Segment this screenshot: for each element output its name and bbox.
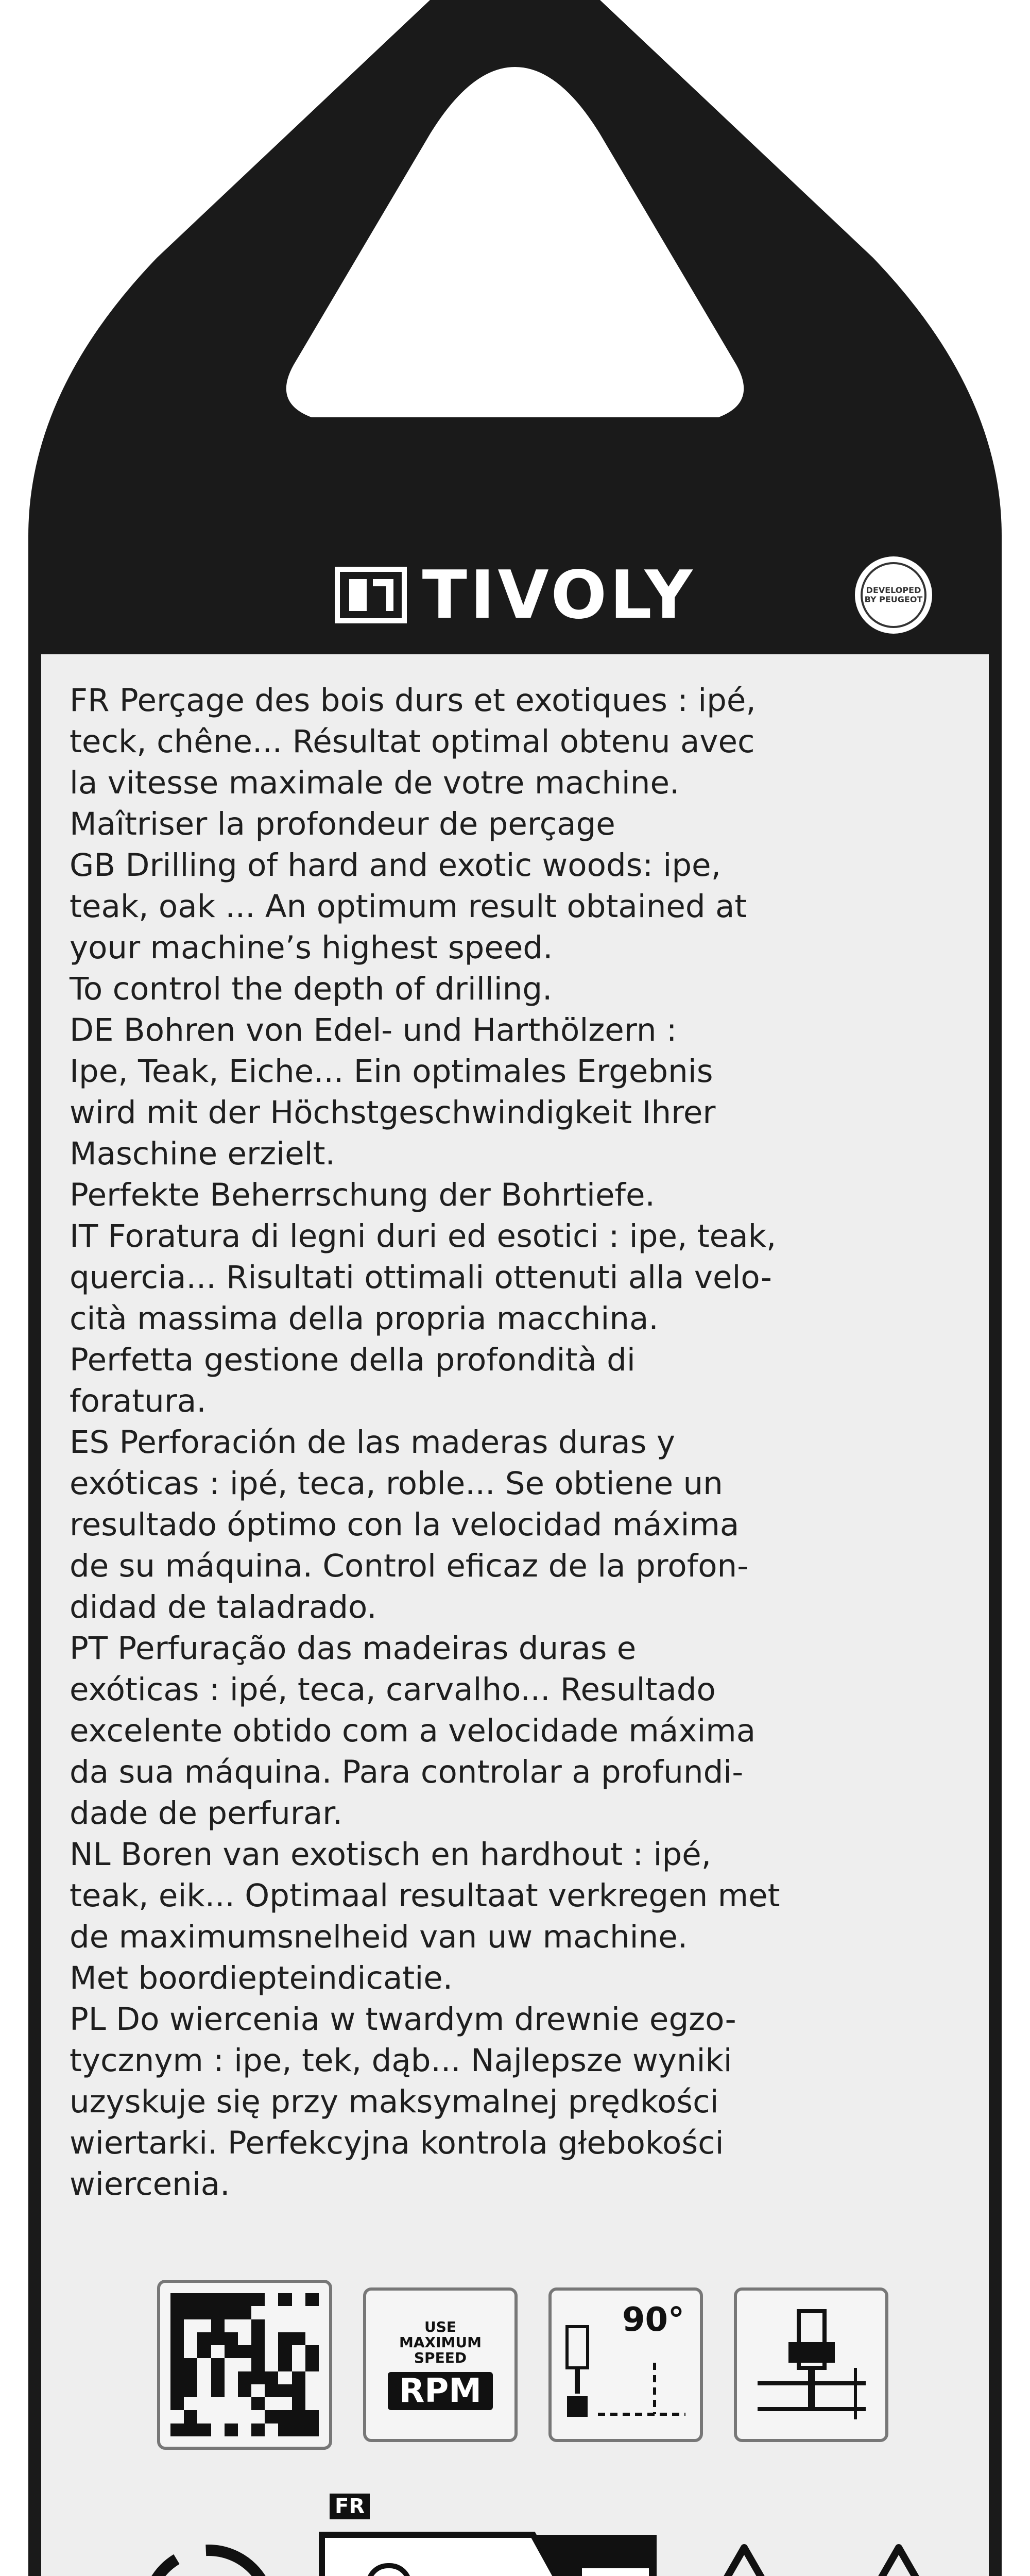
text-line: ES Perforación de las maderas duras y xyxy=(70,1424,675,1461)
qr-module xyxy=(170,2306,184,2319)
text-line: Perfekte Beherrschung der Bohrtiefe. xyxy=(70,1177,655,1213)
qr-module xyxy=(251,2424,265,2436)
text-line: da sua máquina. Para controlar a profundi- xyxy=(70,1754,744,1790)
qr-module xyxy=(211,2358,225,2371)
speed-top-text: USE MAXIMUM SPEED xyxy=(399,2318,482,2366)
sorting-info-icon xyxy=(317,2519,662,2576)
qr-module xyxy=(170,2371,184,2384)
qr-module xyxy=(184,2293,197,2306)
qr-module xyxy=(292,2371,305,2384)
qr-module xyxy=(292,2345,305,2358)
qr-module xyxy=(197,2306,211,2319)
qr-module xyxy=(211,2424,225,2436)
qr-module xyxy=(225,2371,238,2384)
qr-module xyxy=(278,2319,291,2332)
qr-module xyxy=(278,2306,291,2319)
qr-module xyxy=(184,2358,197,2371)
section-pt xyxy=(70,1628,955,1834)
qr-module xyxy=(225,2345,238,2358)
qr-module xyxy=(278,2293,291,2306)
qr-module xyxy=(197,2397,211,2410)
qr-module xyxy=(184,2397,197,2410)
text-line: FR Perçage des bois durs et exotiques : ipé, xyxy=(70,682,756,719)
qr-module xyxy=(265,2397,278,2410)
pap-recycle-icon xyxy=(842,2540,955,2576)
qr-module xyxy=(305,2384,319,2397)
qr-module xyxy=(238,2371,251,2384)
rpm-label: RPM xyxy=(388,2372,493,2410)
qr-module xyxy=(305,2306,319,2319)
qr-module xyxy=(292,2306,305,2319)
qr-module xyxy=(265,2424,278,2436)
qr-module xyxy=(211,2345,225,2358)
qr-module xyxy=(305,2397,319,2410)
triman-icon xyxy=(131,2535,286,2576)
recycling-info xyxy=(131,2494,966,2576)
qr-module xyxy=(238,2397,251,2410)
qr-module xyxy=(170,2332,184,2345)
brand-name: TIVOLY xyxy=(422,556,696,634)
qr-module xyxy=(170,2345,184,2358)
qr-module xyxy=(197,2293,211,2306)
text-line: quercia... Risultati ottimali ottenuti alla velo- xyxy=(70,1259,772,1296)
qr-code-icon[interactable] xyxy=(157,2280,332,2450)
qr-module xyxy=(305,2358,319,2371)
brand-bar xyxy=(41,536,989,654)
text-line: teak, eik... Optimaal resultaat verkregen met xyxy=(70,1877,780,1914)
qr-module xyxy=(251,2319,265,2332)
max-speed-icon xyxy=(363,2287,518,2442)
qr-module xyxy=(278,2410,291,2423)
qr-module xyxy=(292,2293,305,2306)
text-line: PL Do wiercenia w twardym drewnie egzo- xyxy=(70,2001,736,2038)
section-fr xyxy=(70,680,955,845)
text-line: la vitesse maximale de votre machine. xyxy=(70,765,680,801)
qr-module xyxy=(265,2371,278,2384)
qr-module xyxy=(197,2410,211,2423)
text-line: tycznym : ipe, tek, dąb... Najlepsze wyniki xyxy=(70,2042,732,2079)
qr-module xyxy=(211,2397,225,2410)
qr-module xyxy=(197,2424,211,2436)
qr-module xyxy=(170,2293,184,2306)
qr-module xyxy=(211,2410,225,2423)
qr-module xyxy=(265,2345,278,2358)
text-line: exóticas : ipé, teca, carvalho... Resultado xyxy=(70,1671,716,1708)
text-line: de su máquina. Control eficaz de la profon- xyxy=(70,1548,749,1584)
qr-module xyxy=(251,2397,265,2410)
qr-module xyxy=(278,2358,291,2371)
qr-module xyxy=(184,2384,197,2397)
qr-module xyxy=(292,2397,305,2410)
qr-module xyxy=(265,2332,278,2345)
text-line: your machine’s highest speed. xyxy=(70,929,553,966)
text-line: teak, oak ... An optimum result obtained at xyxy=(70,888,747,925)
qr-module xyxy=(225,2319,238,2332)
qr-module xyxy=(238,2345,251,2358)
qr-module xyxy=(225,2424,238,2436)
qr-module xyxy=(265,2306,278,2319)
text-line: teck, chêne... Résultat optimal obtenu avec xyxy=(70,723,755,760)
qr-module xyxy=(184,2371,197,2384)
qr-module xyxy=(292,2424,305,2436)
qr-module xyxy=(251,2384,265,2397)
depth-stop-icon xyxy=(734,2287,888,2442)
text-line: wiercenia. xyxy=(70,2166,230,2202)
qr-module xyxy=(292,2358,305,2371)
qr-module xyxy=(251,2306,265,2319)
section-gb xyxy=(70,845,955,1010)
qr-module xyxy=(184,2319,197,2332)
text-line: PT Perfuração das madeiras duras e xyxy=(70,1630,637,1667)
qr-module xyxy=(305,2293,319,2306)
qr-module xyxy=(197,2332,211,2345)
qr-module xyxy=(265,2293,278,2306)
text-line: NL Boren van exotisch en hardhout : ipé, xyxy=(70,1836,712,1873)
qr-module xyxy=(265,2358,278,2371)
qr-module xyxy=(225,2293,238,2306)
qr-module xyxy=(225,2410,238,2423)
qr-module xyxy=(211,2319,225,2332)
qr-module xyxy=(238,2424,251,2436)
qr-module xyxy=(251,2293,265,2306)
qr-module xyxy=(211,2384,225,2397)
qr-module xyxy=(292,2410,305,2423)
text-line: resultado óptimo con la velocidad máxima xyxy=(70,1506,740,1543)
seal-text: DEVELOPED BY PEUGEOT xyxy=(861,562,926,628)
tivoly-logo xyxy=(335,557,696,634)
qr-module xyxy=(265,2319,278,2332)
text-line: foratura. xyxy=(70,1383,207,1419)
qr-module xyxy=(197,2319,211,2332)
qr-module xyxy=(225,2397,238,2410)
qr-module xyxy=(238,2306,251,2319)
qr-module xyxy=(251,2371,265,2384)
text-line: wird mit der Höchstgeschwindigkeit Ihrer xyxy=(70,1094,716,1131)
text-line: GB Drilling of hard and exotic woods: ipe, xyxy=(70,847,721,884)
qr-module xyxy=(265,2384,278,2397)
qr-module xyxy=(170,2397,184,2410)
qr-module xyxy=(278,2371,291,2384)
text-line: Ipe, Teak, Eiche... Ein optimales Ergebnis xyxy=(70,1053,713,1090)
qr-module xyxy=(225,2358,238,2371)
text-line: Perfetta gestione della profondità di xyxy=(70,1342,636,1378)
qr-module xyxy=(251,2332,265,2345)
qr-module xyxy=(211,2371,225,2384)
section-pl xyxy=(70,1999,955,2205)
qr-module xyxy=(292,2384,305,2397)
qr-module xyxy=(278,2384,291,2397)
qr-module xyxy=(225,2332,238,2345)
qr-module xyxy=(305,2319,319,2332)
qr-module xyxy=(251,2358,265,2371)
text-line: exóticas : ipé, teca, roble... Se obtiene un xyxy=(70,1465,723,1502)
qr-module xyxy=(184,2345,197,2358)
text-line: Maschine erzielt. xyxy=(70,1136,335,1172)
qr-module xyxy=(184,2424,197,2436)
qr-module xyxy=(251,2410,265,2423)
qr-module xyxy=(265,2410,278,2423)
qr-module xyxy=(305,2332,319,2345)
text-line: Met boordiepteindicatie. xyxy=(70,1960,453,1996)
qr-module xyxy=(211,2332,225,2345)
qr-module xyxy=(238,2332,251,2345)
qr-module xyxy=(238,2319,251,2332)
qr-module xyxy=(238,2384,251,2397)
qr-module xyxy=(170,2410,184,2423)
section-it xyxy=(70,1216,955,1422)
text-line: DE Bohren von Edel- und Harthölzern : xyxy=(70,1012,677,1048)
qr-module xyxy=(211,2306,225,2319)
multilingual-description xyxy=(70,680,955,2205)
fr-tag: FR xyxy=(330,2494,370,2519)
qr-module xyxy=(170,2384,184,2397)
qr-module xyxy=(278,2345,291,2358)
qr-module xyxy=(197,2358,211,2371)
section-de xyxy=(70,1010,955,1216)
qr-module xyxy=(278,2397,291,2410)
product-card xyxy=(28,0,1002,2576)
text-line: cità massima della propria macchina. xyxy=(70,1300,659,1337)
qr-module xyxy=(225,2384,238,2397)
qr-module xyxy=(170,2319,184,2332)
pet-recycle-icon xyxy=(688,2540,801,2576)
text-line: wiertarki. Perfekcyjna kontrola głebokości xyxy=(70,2125,724,2161)
text-line: excelente obtido com a velocidade máxima xyxy=(70,1713,756,1749)
qr-module xyxy=(197,2345,211,2358)
qr-module xyxy=(278,2332,291,2345)
drill-angle-icon xyxy=(548,2287,703,2442)
qr-module xyxy=(238,2358,251,2371)
section-nl xyxy=(70,1834,955,1999)
qr-module xyxy=(170,2358,184,2371)
qr-module xyxy=(197,2371,211,2384)
qr-module xyxy=(278,2424,291,2436)
peugeot-seal-icon xyxy=(855,556,932,634)
qr-module xyxy=(305,2410,319,2423)
qr-module xyxy=(305,2371,319,2384)
qr-module xyxy=(292,2332,305,2345)
qr-module xyxy=(305,2345,319,2358)
qr-module xyxy=(305,2424,319,2436)
qr-module xyxy=(197,2384,211,2397)
qr-module xyxy=(238,2293,251,2306)
qr-module xyxy=(225,2306,238,2319)
qr-module xyxy=(251,2345,265,2358)
angle-label: 90° xyxy=(622,2301,684,2339)
qr-module xyxy=(184,2306,197,2319)
qr-module xyxy=(170,2424,184,2436)
text-line: de maximumsnelheid van uw machine. xyxy=(70,1919,688,1955)
qr-module xyxy=(238,2410,251,2423)
qr-module xyxy=(211,2293,225,2306)
text-line: dade de perfurar. xyxy=(70,1795,343,1832)
qr-module xyxy=(184,2332,197,2345)
text-line: didad de taladrado. xyxy=(70,1589,377,1625)
depth-stop-drawing-icon xyxy=(737,2291,886,2440)
section-es xyxy=(70,1422,955,1628)
qr-module xyxy=(292,2319,305,2332)
text-line: IT Foratura di legni duri ed esotici : ipe, teak, xyxy=(70,1218,777,1255)
text-line: uzyskuje się przy maksymalnej prędkości xyxy=(70,2083,719,2120)
text-line: To control the depth of drilling. xyxy=(70,971,553,1007)
usage-icons xyxy=(157,2277,930,2452)
qr-module xyxy=(184,2410,197,2423)
tivoly-mark-icon xyxy=(335,567,407,623)
text-line: Maîtriser la profondeur de perçage xyxy=(70,806,615,842)
